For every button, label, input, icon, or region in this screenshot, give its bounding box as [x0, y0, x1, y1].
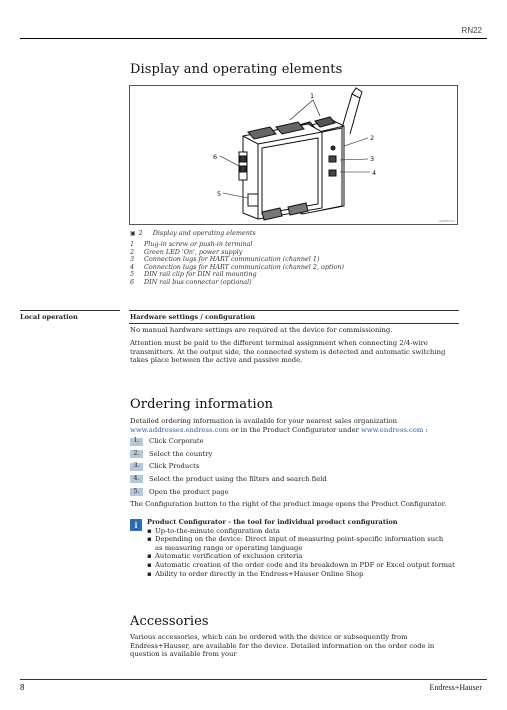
link-endress[interactable]: www.endress.com: [361, 425, 424, 434]
figure-caption: [130, 230, 256, 238]
link-addresses[interactable]: www.addresses.endress.com: [130, 425, 229, 434]
callout-3: 3: [370, 155, 375, 163]
configurator-text: The Configuration button to the right of the product image opens the Product Configurator.: [130, 500, 447, 508]
local-op-paragraph-1: No manual hardware settings are required at the device for commissioning.: [130, 326, 393, 334]
section-rule: [129, 310, 459, 311]
ordering-intro: [130, 417, 452, 434]
subheading-rule: [129, 323, 459, 324]
callout-4: 4: [372, 169, 377, 177]
note-title: Product Configurator - the tool for individual product configuration: [147, 518, 398, 526]
legend-item: 5 DIN rail clip for DIN rail mounting: [130, 270, 257, 279]
ordering-intro-mid: or in the Product Configurator under: [228, 425, 361, 434]
ordering-steps: [130, 437, 327, 500]
section-title-accessories: Accessories: [130, 614, 209, 629]
legend-item: 3 Connection lugs for HART communication (channel 1): [130, 255, 320, 264]
figure-legend: [130, 241, 344, 287]
local-op-paragraph-2: Attention must be paid to the different terminal assignment when connecting 2/4-wire transmitters. At the output side, the connected system is detected and automatic switching takes place between the active and passive mode.: [130, 339, 446, 365]
subheading-hardware: Hardware settings / configuration: [130, 313, 256, 321]
accessories-text: Various accessories, which can be ordered with the device or subsequently from Endress+Hauser, are available for the device. Detailed information on the order code in question is available from your: [130, 633, 435, 659]
bullet-item: ▪ Automatic verification of exclusion criteria: [147, 552, 303, 561]
device-illustration: [130, 86, 457, 224]
bullet-item: ▪ Depending on the device: Direct input of measuring point-specific information such as measuring range or operating language: [147, 535, 444, 552]
figure-icon: ▣: [130, 230, 136, 237]
callout-6: 6: [213, 153, 218, 161]
ordering-intro-end: :: [423, 425, 428, 434]
header-rule: [20, 38, 487, 39]
side-label-local-operation: Local operation: [20, 313, 78, 321]
configurator-note: [147, 518, 457, 578]
callout-2: 2: [370, 134, 375, 142]
step-item: 4. Select the product using the filters and search field: [130, 475, 327, 484]
page-number: 8: [20, 683, 25, 692]
legend-item: 4 Connection lugs for HART communication (channel 2, option): [130, 262, 345, 271]
caption-text: Display and operating elements: [152, 229, 256, 237]
ordering-intro-text: Detailed ordering information is available for your nearest sales organization: [130, 417, 398, 425]
bullet-item: ▪ Ability to order directly in the Endress+Hauser Online Shop: [147, 569, 364, 578]
side-rule: [20, 310, 120, 311]
legend-item: 6 DIN rail bus connector (optional): [130, 277, 252, 286]
section-title-ordering: Ordering information: [130, 397, 274, 412]
legend-item: 1 Plug-in screw or push-in terminal: [130, 240, 253, 248]
step-item: 5. Open the product page: [130, 487, 327, 496]
bullet-item: ▪ Up-to-the-minute configuration data: [147, 526, 280, 535]
legend-item: 2 Green LED 'On', power supply: [130, 247, 243, 256]
info-icon: i: [130, 519, 142, 531]
step-item: 3. Click Products: [130, 462, 327, 471]
step-item: 2. Select the country: [130, 450, 327, 459]
caption-number: 2: [138, 229, 143, 237]
step-item: 1. Click Corporate: [130, 437, 327, 446]
footer-rule: [20, 679, 487, 680]
callout-1: 1: [310, 92, 315, 100]
document-code: RN22: [461, 26, 482, 35]
figure-code: A0025530: [439, 219, 455, 223]
device-figure: [129, 85, 458, 225]
bullet-item: ▪ Automatic creation of the order code and its breakdown in PDF or Excel output format: [147, 560, 455, 569]
brand-name: Endress+Hauser: [429, 683, 482, 692]
callout-5: 5: [217, 190, 222, 198]
section-title-display: Display and operating elements: [130, 62, 343, 77]
